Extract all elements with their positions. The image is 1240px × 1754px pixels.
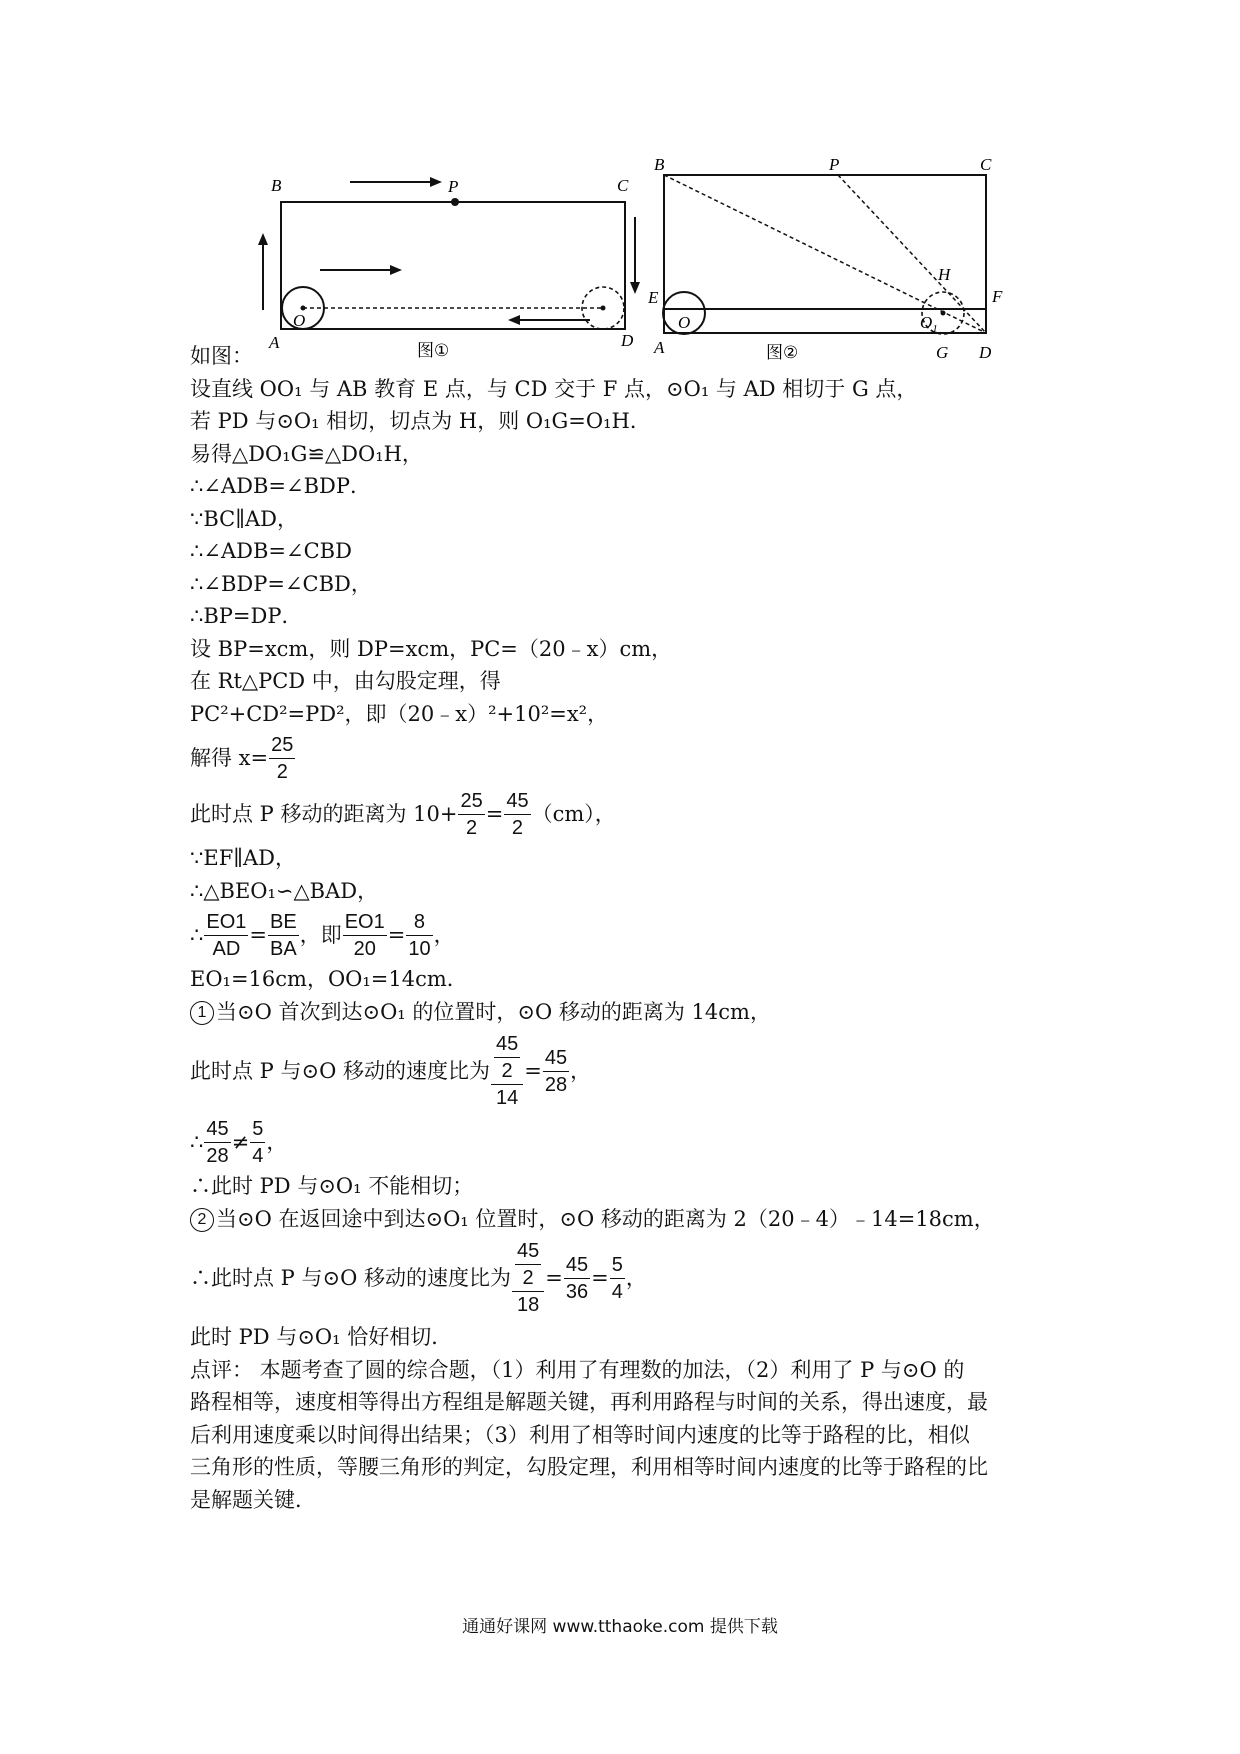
fraction <box>504 788 530 841</box>
denominator: 4 <box>252 1144 264 1167</box>
label-d: D <box>621 331 634 350</box>
arrow-inner-left-head <box>508 315 520 325</box>
fraction <box>610 1252 625 1305</box>
circled-number-1: 1 <box>190 1001 214 1025</box>
denominator: 18 <box>516 1294 540 1316</box>
label-b-2: B <box>654 155 665 174</box>
line-19 <box>190 1028 1070 1114</box>
line-12 <box>190 730 1070 786</box>
comma: ， <box>433 922 455 947</box>
numerator: 45 <box>543 1045 569 1072</box>
denominator: AD <box>212 937 241 960</box>
comment-line-5: 是解题关键． <box>190 1487 316 1512</box>
line-21: ∴此时 PD 与⊙O₁ 不能相切； <box>190 1174 474 1198</box>
label-d-2: D <box>979 343 992 360</box>
because-sign: ∴ <box>190 1129 204 1154</box>
point-p <box>451 198 459 206</box>
label-o1-main: O <box>920 313 933 332</box>
not-equal-sign: ≠ <box>231 1129 250 1154</box>
line-23 <box>190 1235 1070 1321</box>
label-o: O <box>293 311 306 330</box>
comma: ， <box>625 1265 647 1290</box>
line-22-text: 当⊙O 在返回途中到达⊙O₁ 位置时，⊙O 移动的距离为 2（20﹣4）﹣14=18cm， <box>216 1206 995 1231</box>
line-13-unit: （cm）， <box>531 801 616 826</box>
denominator: 2 <box>501 1060 513 1082</box>
label-f: F <box>992 287 1003 306</box>
line-16 <box>190 907 1070 963</box>
label-b: B <box>271 176 282 195</box>
line-11: PC²+CD²=PD²，即（20﹣x）²+10²=x²， <box>190 701 609 726</box>
numerator: 45 <box>564 1252 590 1279</box>
label-p: P <box>448 177 459 196</box>
equals-sign: = <box>485 801 504 826</box>
caption-figure-2: 图② <box>766 343 799 360</box>
line-17: EO₁=16cm，OO₁=14cm． <box>190 967 468 991</box>
line-5: ∵BC∥AD， <box>190 506 298 531</box>
line-1: 设直线 OO₁ 与 AB 教育 E 点，与 CD 交于 F 点，⊙O₁ 与 AD 相切于 G 点， <box>190 376 918 401</box>
line-18 <box>190 996 1070 1029</box>
fraction <box>543 1045 569 1098</box>
equals-sign: = <box>524 1058 542 1083</box>
fraction <box>406 909 432 962</box>
line-12-text: 解得 x= <box>190 745 269 770</box>
denominator: 2 <box>511 816 524 839</box>
comment-line-1: 点评： 本题考查了圆的综合题，（1）利用了有理数的加法，（2）利用了 P 与⊙O 的 <box>190 1357 965 1382</box>
equals-sign: = <box>387 922 406 947</box>
numerator: 25 <box>269 732 295 759</box>
line-23-text: ∴此时点 P 与⊙O 移动的速度比为 <box>190 1265 511 1290</box>
solution-text <box>190 340 1070 1516</box>
numerator <box>491 1031 523 1085</box>
fraction <box>204 909 248 962</box>
line-4: ∴∠ADB=∠BDP． <box>190 474 371 498</box>
equals-sign: = <box>249 922 268 947</box>
label-a: A <box>269 333 280 352</box>
denominator: 2 <box>276 760 288 783</box>
label-c-2: C <box>980 155 992 174</box>
label-o-2: O <box>678 313 691 332</box>
fraction <box>268 909 299 962</box>
line-8: ∴BP=DP． <box>190 604 303 628</box>
line-24: 此时 PD 与⊙O₁ 恰好相切． <box>190 1325 453 1349</box>
therefore-sign: ∴ <box>190 922 204 947</box>
line-2: 若 PD 与⊙O₁ 相切，切点为 H，则 O₁G=O₁H． <box>190 409 651 433</box>
center-o1 <box>941 311 946 316</box>
arrow-top-head <box>430 177 442 187</box>
numerator: 25 <box>458 788 484 815</box>
numerator: 45 <box>504 788 530 815</box>
denominator: BA <box>270 937 297 960</box>
line-9: 设 BP=xcm，则 DP=xcm，PC=（20﹣x）cm， <box>190 636 673 661</box>
fraction <box>458 788 484 841</box>
inner-fraction <box>494 1031 520 1084</box>
comment-line-4: 三角形的性质，等腰三角形的判定，勾股定理，利用相等时间内速度的比等于路程的比 <box>190 1455 988 1479</box>
line-3: 易得△DO₁G≌△DO₁H， <box>190 441 423 466</box>
page-footer: 通通好课网 www.tthaoke.com 提供下载 <box>462 1617 778 1637</box>
denominator: 28 <box>206 1144 229 1167</box>
line-14: ∵EF∥AD， <box>190 846 296 870</box>
numerator: 8 <box>406 909 432 936</box>
line-10: 在 Rt△PCD 中，由勾股定理，得 <box>190 669 501 693</box>
fraction <box>269 732 295 785</box>
label-e: E <box>648 288 659 307</box>
arrow-right-head <box>630 282 640 294</box>
numerator: 45 <box>515 1238 541 1265</box>
caption-figure-1: 图① <box>417 341 450 361</box>
denominator: 2 <box>522 1267 534 1289</box>
denominator: 36 <box>565 1280 589 1303</box>
numerator: BE <box>268 909 299 936</box>
numerator: EO1 <box>204 909 248 936</box>
numerator: 5 <box>250 1116 265 1143</box>
numerator: 45 <box>494 1031 520 1058</box>
fraction <box>564 1252 590 1305</box>
comment-line-3: 后利用速度乘以时间得出结果；（3）利用了相等时间内速度的比等于路程的比，相似 <box>190 1422 970 1447</box>
label-a-2: A <box>654 338 665 357</box>
line-18-text: 当⊙O 首次到达⊙O₁ 的位置时，⊙O 移动的距离为 14cm， <box>216 999 771 1024</box>
nested-fraction <box>512 1238 544 1318</box>
denominator: 10 <box>408 937 431 960</box>
denominator: 28 <box>544 1073 568 1096</box>
line-22 <box>190 1203 1070 1236</box>
fraction <box>250 1116 265 1169</box>
denominator: 14 <box>495 1087 519 1109</box>
line-16-mid: ，即 <box>299 922 342 947</box>
numerator: 45 <box>204 1116 230 1143</box>
comment-line-2: 路程相等，速度相等得出方程组是解题关键，再利用路程与时间的关系，得出速度，最 <box>190 1390 988 1414</box>
line-13-text: 此时点 P 移动的距离为 10+ <box>190 801 458 826</box>
fraction <box>343 909 387 962</box>
comma: ， <box>570 1058 592 1083</box>
line-6: ∴∠ADB=∠CBD <box>190 539 352 563</box>
nested-fraction <box>491 1031 523 1111</box>
figure-2 <box>648 150 1013 360</box>
inner-fraction <box>515 1238 541 1291</box>
equals-sign: = <box>545 1265 563 1290</box>
arrow-inner-right-head <box>390 265 402 275</box>
numerator <box>512 1238 544 1292</box>
equals-sign: = <box>591 1265 609 1290</box>
arrow-left-head <box>258 233 268 245</box>
denominator: 2 <box>466 816 478 839</box>
label-p-2: P <box>829 155 840 174</box>
denominator: 4 <box>611 1280 623 1303</box>
label-c: C <box>617 176 629 195</box>
label-h: H <box>938 265 951 284</box>
label-g: G <box>936 343 949 360</box>
circled-number-2: 2 <box>190 1208 214 1232</box>
denominator: 20 <box>353 937 376 960</box>
line-20 <box>190 1114 1070 1170</box>
label-o1 <box>920 313 938 335</box>
line-intro: 如图： <box>190 344 253 368</box>
line-15: ∴△BEO₁∽△BAD， <box>190 878 379 903</box>
line-7: ∴∠BDP=∠CBD， <box>190 571 372 596</box>
numerator: 5 <box>610 1252 625 1279</box>
rectangle-abcd <box>281 202 625 329</box>
line-19-text: 此时点 P 与⊙O 移动的速度比为 <box>190 1058 490 1083</box>
numerator: EO1 <box>343 909 387 936</box>
fraction <box>204 1116 230 1169</box>
comma: ， <box>266 1129 288 1154</box>
label-o1-sub: 1 <box>932 323 938 335</box>
line-13 <box>190 786 1070 842</box>
